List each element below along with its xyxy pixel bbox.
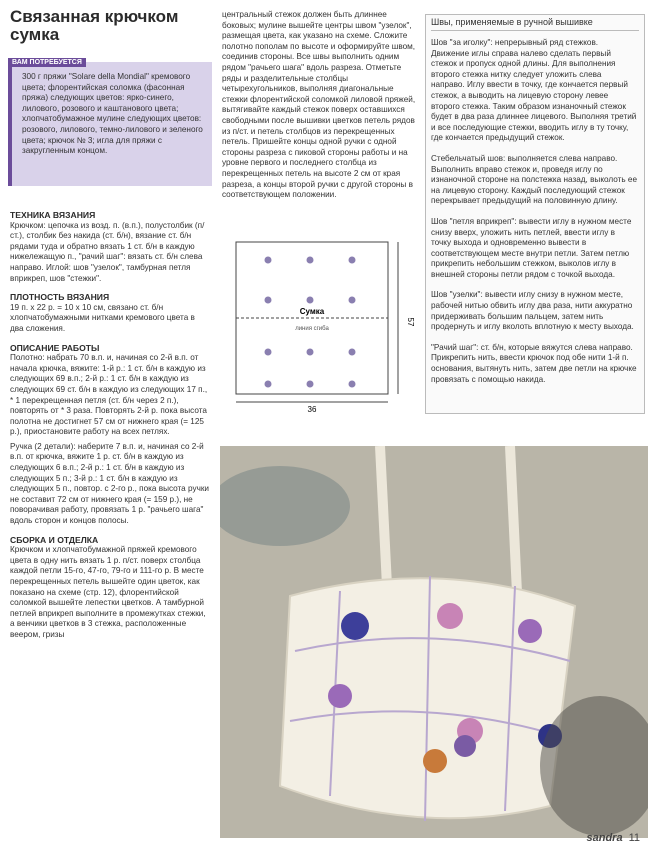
page-title: Связанная крючком сумка	[10, 7, 179, 44]
diagram-sublabel: линия сгиба	[295, 326, 329, 332]
brand-name: sandra	[586, 832, 623, 844]
stitch-crab: "Рачий шаг": ст. б/н, которые вяжутся слева направо. Прикрепить нить, ввести крючок под обе нити 1-й п. основания, вытянуть нить, затем две петли на крючке провязать с помощью накида.	[431, 342, 637, 384]
work-text-1: Полотно: набрать 70 в.п. и, начиная со 2-й в.п. от начала крючка, вяжите: 1-й р.: 1 ст. б/н в каждую из следующих 69 в.п.; 2-й р.: 1 ст. б/н в каждую из следующих 69 ст. б/н в каждую из следующих 17 п., * 1 перекрещенная петля (ст. б/н через 2 п.), повторять от * 3 раза. Повторять 2-й р. пока высота полотна не достигнет 57 см от нижнего края (= 125 р.), приостановите работу на всех петлях.	[10, 353, 208, 437]
diagram-flowers	[265, 257, 356, 388]
page-footer	[587, 832, 641, 844]
stitch-stem: Стебельчатый шов: выполняется слева направо. Выполнить вправо стежок и, проведя иглу по изнаночной стороне на полстежка назад, выколоть ее на лицевую сторону. Каждый последующий стежок перекрывает предыдущий на половинную длину.	[431, 153, 638, 206]
page-number: 11	[628, 832, 640, 844]
assembly-text: Крючком и хлопчатобумажной пряжей кремового цвета в одну нить вязать 1 р. п/ст. поверх столбца каждой петли 15-го, 47-го, 79-го и 111-го р. В месте перекрещенных петель вышейте один цветок, как показано на схеме (стр. 12), флорентийской соломкой вышейте лепестки цветков. А тамбурной петлей вприкреп выполните в промежутках стежки, а венчики цветков в 3 стежка, расположенные веером, гризы	[10, 545, 206, 639]
work-heading: ОПИСАНИЕ РАБОТЫ	[10, 342, 100, 353]
technique-text: Крючком: цепочка из возд. п. (в.п.), полустолбик (п/ст.), столбик без накида (ст. б/н), вязание ст. б/н рядами туда и обратно вязать 1 ст. б/н в каждую нижележащую п., "рачий шаг": вязать ст. б/н слева направо. Иглой: шов "узелок", тамбурная петля вприкреп, шов "стежки".	[10, 220, 205, 283]
density-heading: ПЛОТНОСТЬ ВЯЗАНИЯ	[10, 292, 110, 303]
middle-top-text: центральный стежок должен быть длиннее боковых; мулине вышейте центры швом "узелок", размещая цвета, как указано на схеме. Сложите полотно пополам по высоте и оформируйте швом, соединив стороны. Все швы выполнить одним рядом "рачьего шага" вдоль разреза. Отметьте ряды и разделительные столбцы четырехугольников, выполняя диагональные стежки флорентийской соломкой лиловой пряжей, вытягивайте каждый стежок поверх оставшихся свободными после вышивки цветков петель рядов из п/ст. и петель столбцов из перекрещенных петель. Пришейте концы одной ручки с одной стороны разреза с пиковой стороны работы и на уровне первого и последнего столбца из перекрещенных петель на высоте 2 см от края разреза, а концы второй ручки с другой стороны в соответствующем положении.	[222, 10, 416, 200]
stitch-lazy-daisy: Шов "петля вприкреп": вывести иглу в нужном месте снизу вверх, уложить нить петлей, ввести иглу в точку выхода и одновременно вывести в соответствующем месте внутри петли. Затем петлю прикрепить небольшим стежком, выколов иглу в внешней стороны петли рядом с точкой выхода.	[431, 216, 632, 279]
stitch-back: Шов "за иголку": непрерывный ряд стежков. Движение иглы справа налево сделать первый стежок и пропуск одной длины. Для выполнения второго стежка нитку следует уложить слева направо. Иглу ввести в точку, где кончается первый стежок, а выводить на лицевую сторону левее второго стежка. Таким образом изнаночный стежок будет в два раза длиннее лицевого. Выполняя третий и все последующие стежки, вводить иглу в ту точку, где кончается предыдущий стежок.	[431, 38, 637, 143]
sidebar-title: Швы, применяемые в ручной вышивке	[431, 17, 639, 31]
materials-text: 300 г пряжи "Solare della Mondial" кремового цвета; флорентийская соломка (фасонная пряжа) следующих цветов: ярко-синего, лилового, розового и каштанового цвета; хлопчатобумажное мулине следующих цветов: розового, лилового, темно-лилового и зеленого цвета; крючок № 3; игла для пряжи с закругленным концом.	[22, 72, 203, 156]
bag-illustration	[220, 446, 648, 838]
technique-heading: ТЕХНИКА ВЯЗАНИЯ	[10, 210, 96, 220]
work-text-2: Ручка (2 детали): наберите 7 в.п. и, начиная со 2-й в.п. от крючка, вяжите 1 р. ст. б/н в каждую из следующих 6 в.п.; 2-й р.: 1 ст. б/н в каждую из следующих 5 п.; 3-й р.: 1 ст. б/н в каждую из следующих 5 п., повтор. с 2-го р., пока высота ручки не составит 72 см от нижнего края (= 159 р.), не поворачивая работу, провязать 1 р. "рачьего шага" вдоль сторон и концов полосы.	[10, 441, 209, 526]
stitch-french-knot: Шов "узелки": вывести иглу снизу в нужном месте, рабочей нитью обвить иглу два раза, нити аккуратно придерживать большим пальцем, затем нить продернуть и иглу вколоть вплотную к месту выхода.	[431, 290, 634, 332]
diagram-width: 36	[307, 405, 317, 414]
diagram-height: 57	[406, 317, 415, 327]
sidebar-text	[431, 38, 637, 395]
diagram-label: Сумка	[299, 307, 325, 316]
left-column	[10, 210, 210, 641]
materials-tab: ВАМ ПОТРЕБУЕТСЯ	[8, 58, 86, 67]
bag-diagram	[228, 238, 418, 414]
density-text: 19 п. x 22 р. = 10 x 10 см, связано ст. б/н хлопчатобумажными нитками кремового цвета в два сложения.	[10, 302, 195, 333]
bag-photo	[220, 446, 648, 838]
assembly-heading: СБОРКА И ОТДЕЛКА	[10, 534, 99, 545]
